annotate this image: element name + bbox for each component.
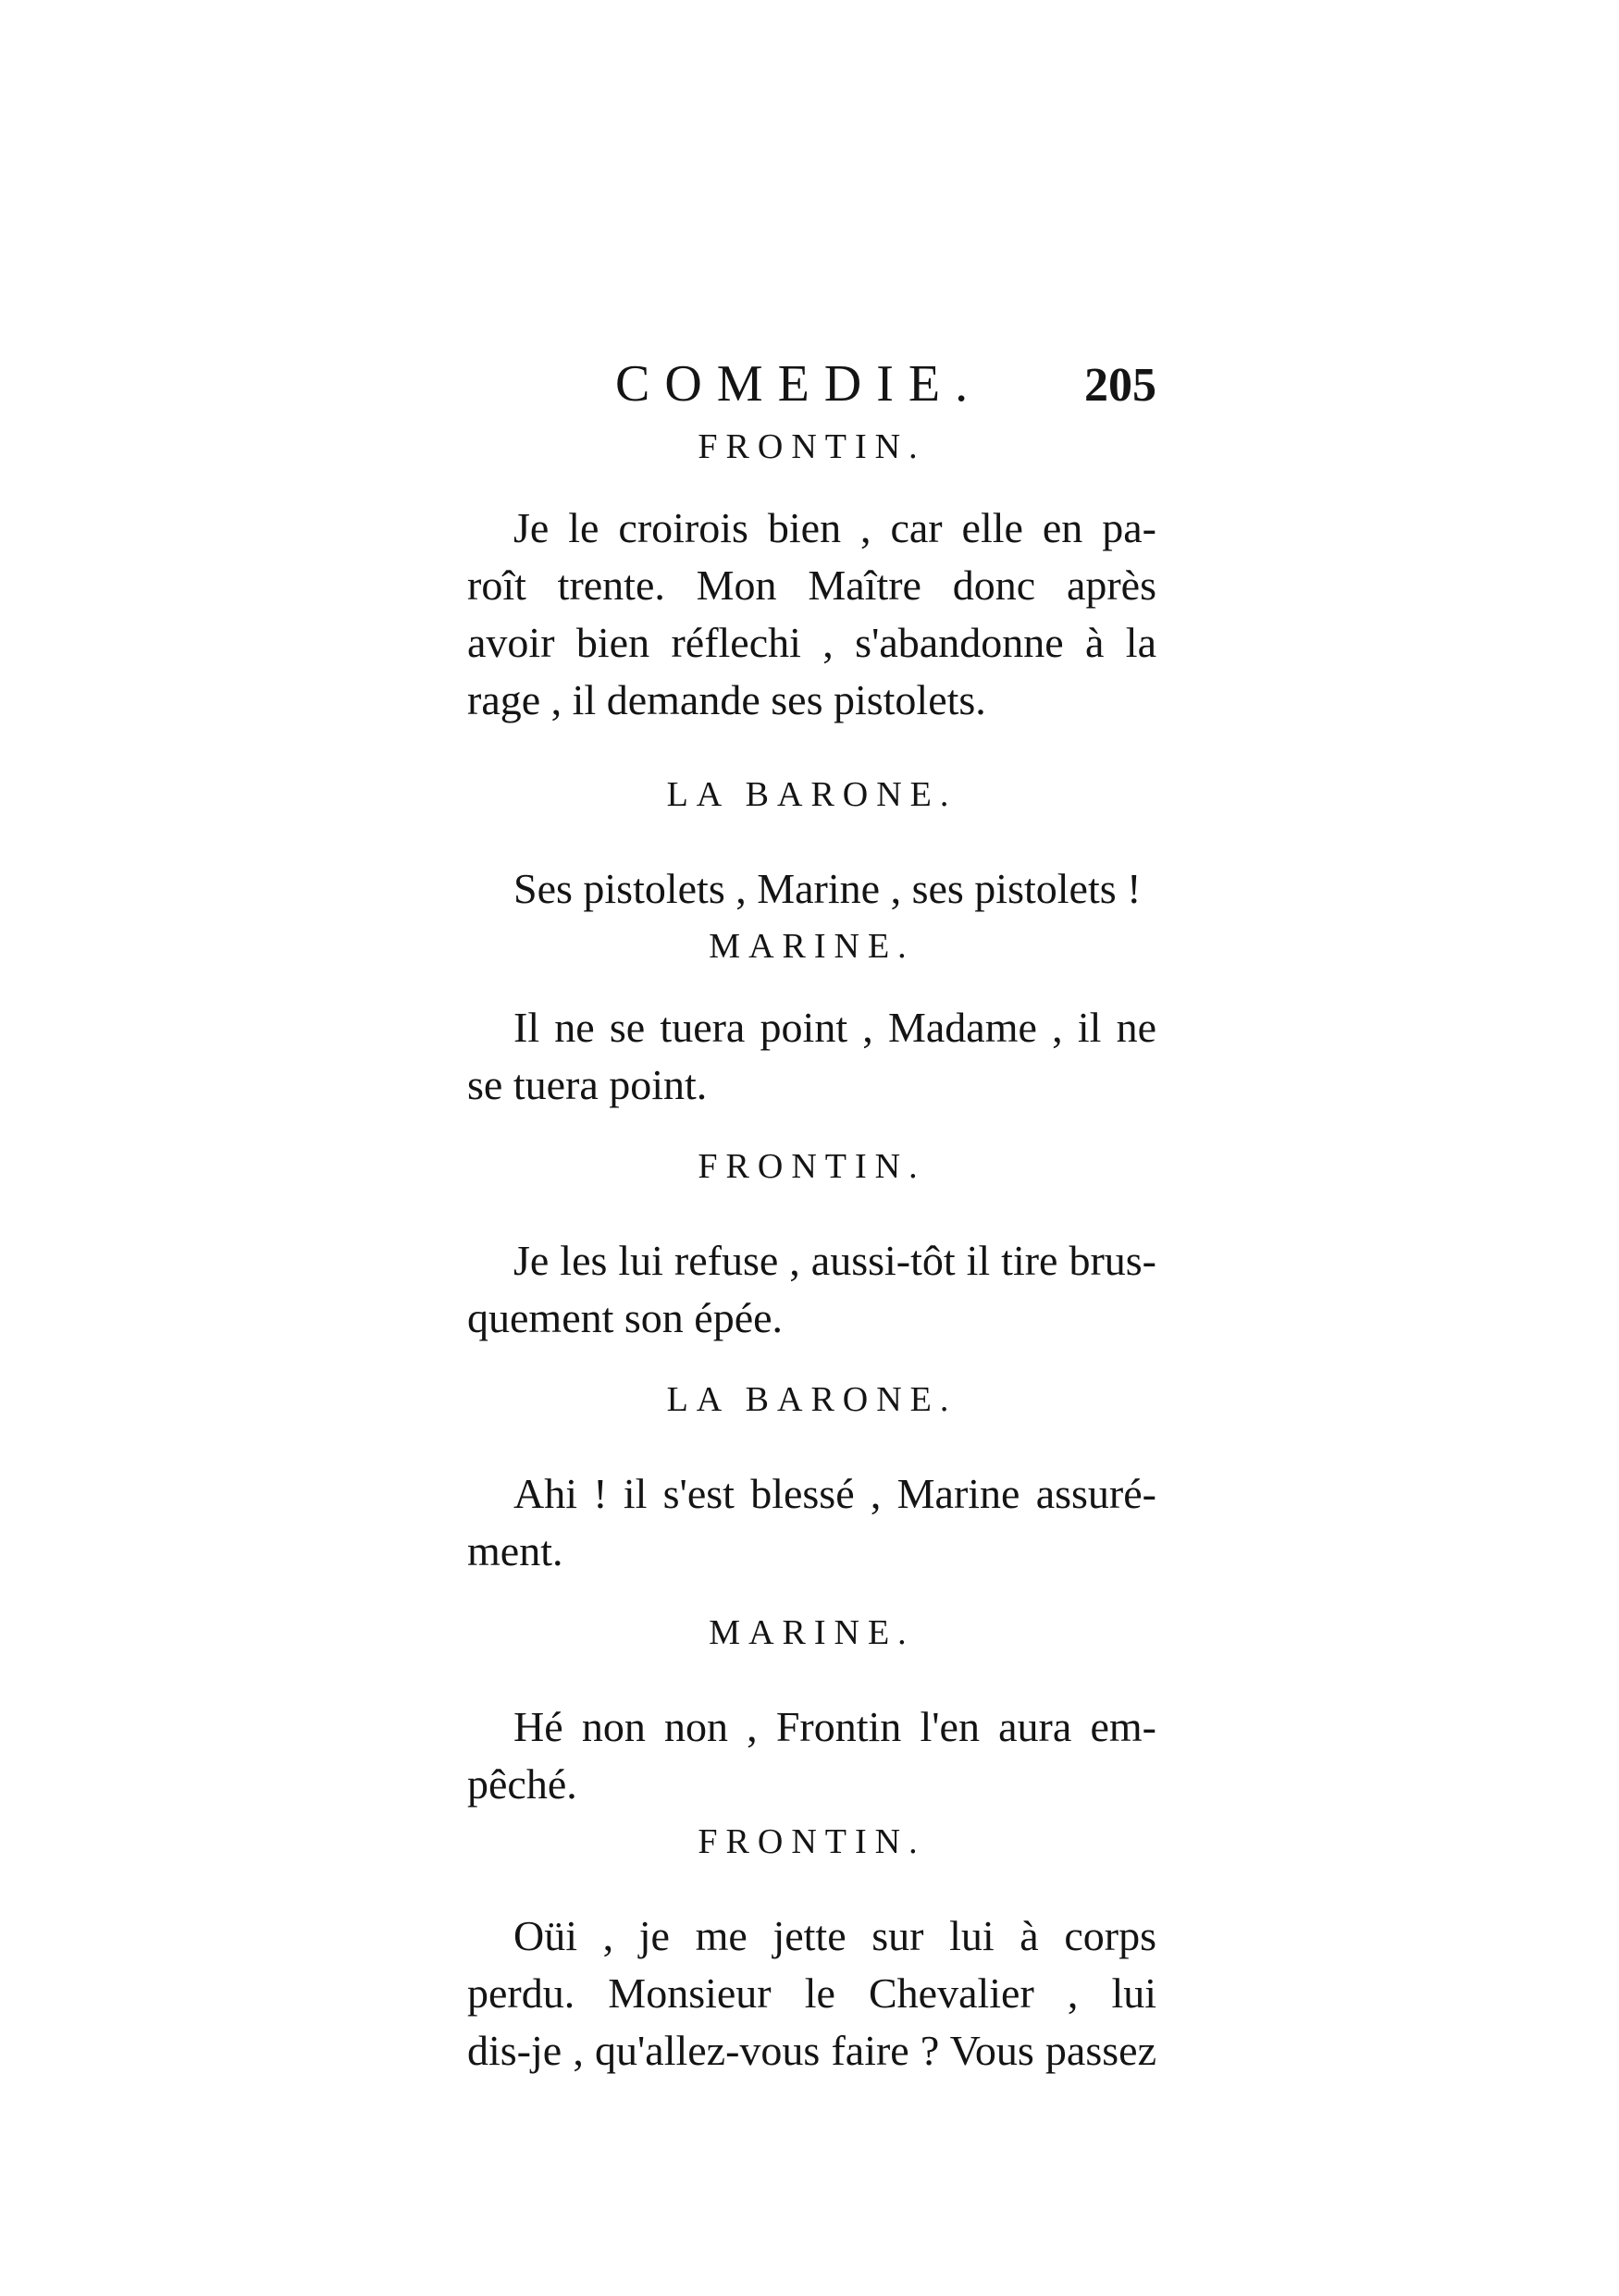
running-head <box>467 352 1156 416</box>
running-title: COMEDIE. <box>615 355 983 413</box>
speech-line: rage , il demande ses pistolets. <box>467 676 986 723</box>
speech <box>467 860 1156 918</box>
speech-line: avoir bien réflechi , s'abandonne à la <box>467 619 1156 666</box>
speech-line: dis-je , qu'allez-vous faire ? Vous passez <box>467 2027 1156 2074</box>
speech-line: Ses pistolets , Marine , ses pistolets ! <box>513 865 1142 912</box>
speech-line: Je le croirois bien , car elle en pa- <box>513 504 1156 551</box>
speaker-name: FRONTIN. <box>698 1147 926 1186</box>
speaker-name: MARINE. <box>709 1613 915 1652</box>
speech-line: Je les lui refuse , aussi-tôt il tire brus- <box>513 1237 1156 1284</box>
speaker-name: MARINE. <box>709 927 915 966</box>
speech-line: pêché. <box>467 1760 577 1808</box>
speech-line: Hé non non , Frontin l'en aura em- <box>513 1703 1156 1750</box>
speech-line: quement son épée. <box>467 1294 784 1341</box>
speech <box>467 1907 1156 2080</box>
speaker-name: LA BARONE. <box>666 1380 958 1419</box>
speaker-name: LA BARONE. <box>666 775 958 814</box>
speech <box>467 999 1156 1114</box>
speech-line: perdu. Monsieur le Chevalier , lui <box>467 1969 1156 2017</box>
speaker-name: FRONTIN. <box>698 1822 926 1861</box>
speech-line: roît trente. Mon Maître donc après <box>467 562 1156 609</box>
speech <box>467 500 1156 729</box>
speech <box>467 1465 1156 1580</box>
page-number: 205 <box>1084 359 1156 412</box>
speech <box>467 1698 1156 1813</box>
speech <box>467 1232 1156 1347</box>
speech-line: ment. <box>467 1527 563 1574</box>
speech-line: Oüi , je me jette sur lui à corps <box>513 1912 1156 1959</box>
speech-line: Ahi ! il s'est blessé , Marine assuré- <box>513 1470 1156 1517</box>
speech-line: Il ne se tuera point , Madame , il ne <box>513 1004 1156 1051</box>
speech-line: se tuera point. <box>467 1061 708 1108</box>
speaker-name: FRONTIN. <box>698 427 926 466</box>
text-block <box>467 352 1156 2080</box>
